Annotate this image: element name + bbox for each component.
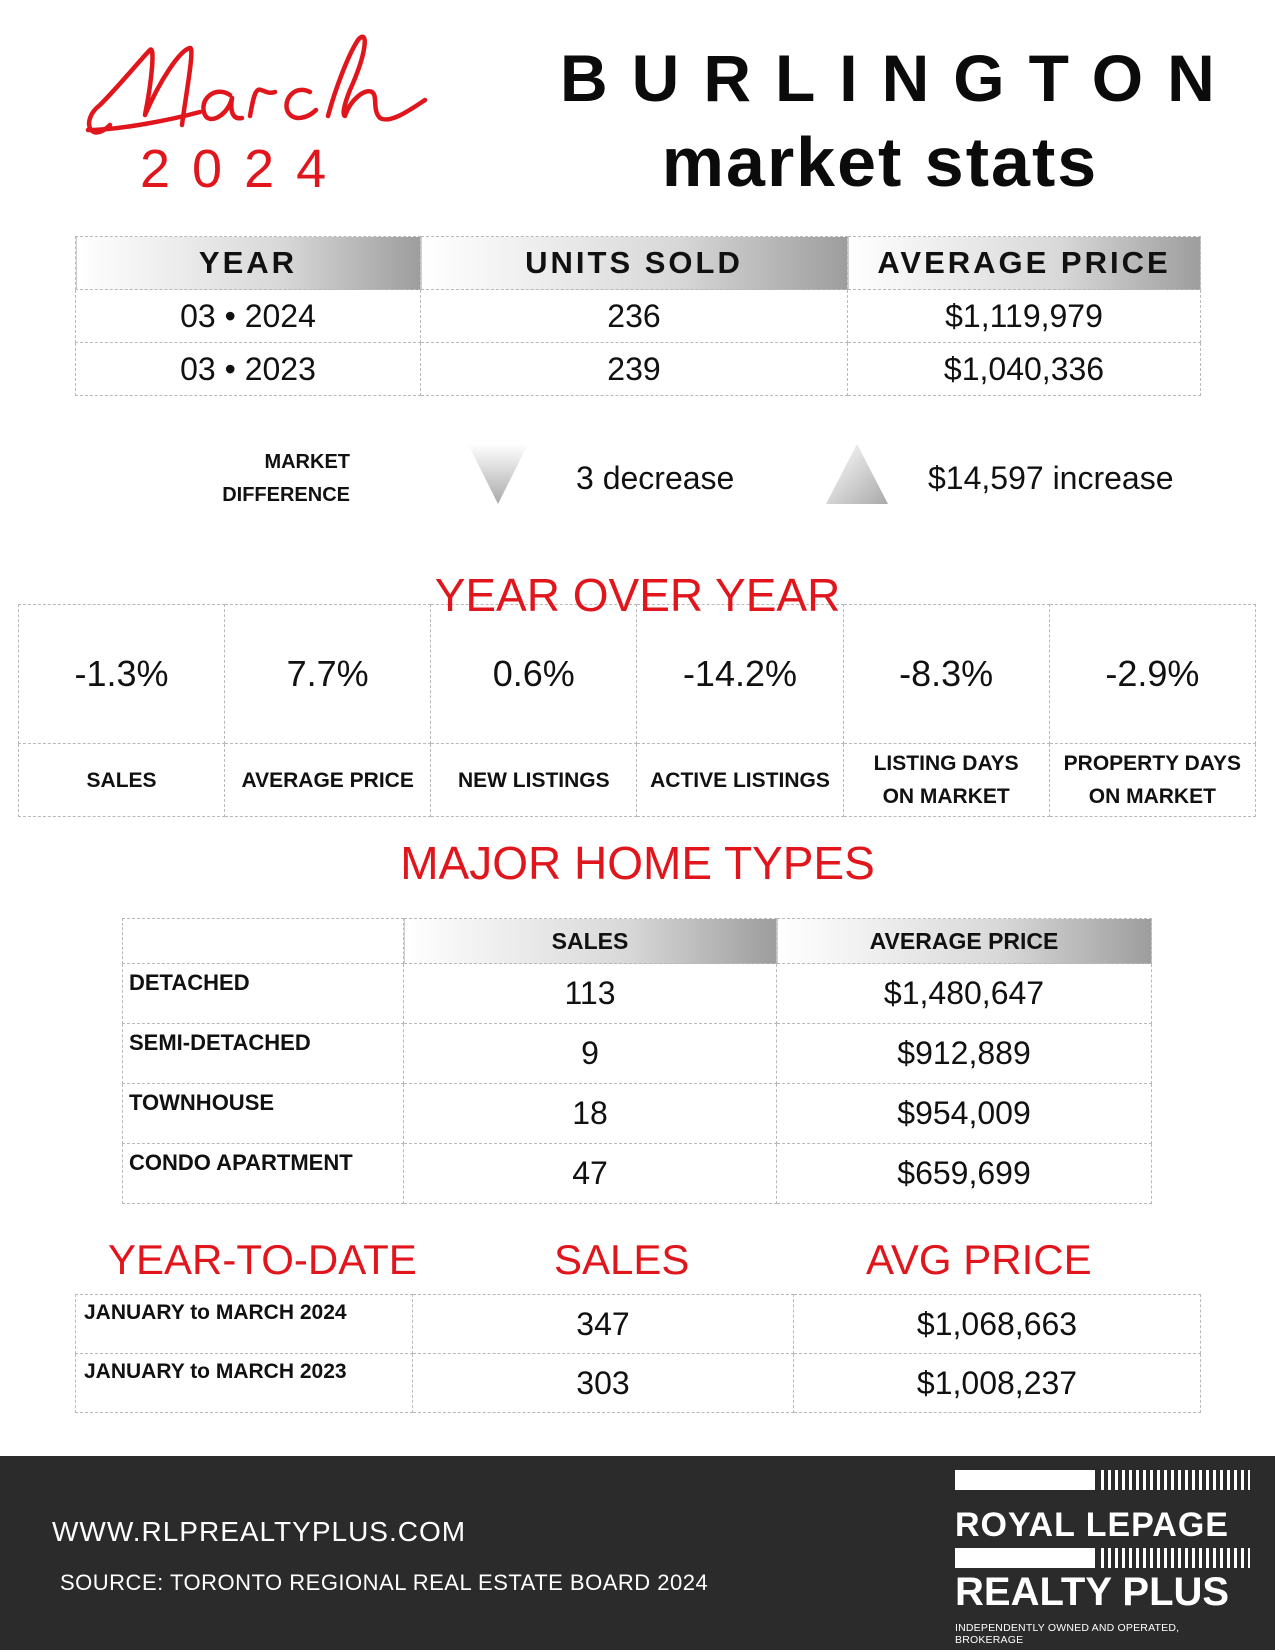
summary-cell: $1,040,336: [848, 343, 1201, 396]
brokerage-logo: [955, 1470, 1250, 1646]
table-row: [123, 964, 1152, 1024]
summary-cell: 236: [421, 290, 848, 343]
table-row: [123, 1144, 1152, 1204]
summary-cell: 03 • 2024: [76, 290, 421, 343]
logo-bar-striped: [1101, 1470, 1250, 1490]
home-type-label: TOWNHOUSE: [123, 1084, 404, 1144]
market-difference-line2: DIFFERENCE: [222, 484, 350, 506]
yoy-value-new-listings: 0.6%: [431, 605, 637, 744]
table-row: [76, 290, 1201, 343]
home-type-sales: 47: [404, 1144, 777, 1204]
logo-bar-solid: [955, 1548, 1095, 1568]
units-difference-text: 3 decrease: [576, 460, 735, 496]
summary-table: [75, 236, 1201, 396]
home-type-price: $954,009: [777, 1084, 1152, 1144]
march-script-title: [80, 20, 460, 150]
home-type-label: SEMI-DETACHED: [123, 1024, 404, 1084]
label-line: LISTING DAYS: [873, 752, 1019, 775]
source-note: SOURCE: TORONTO REGIONAL REAL ESTATE BOARD 2024: [60, 1570, 709, 1595]
label-line: ACTIVE LISTINGS: [650, 768, 830, 792]
year-script: 2024: [140, 139, 349, 199]
ytd-sales: 303: [413, 1354, 794, 1413]
logo-subtitle: INDEPENDENTLY OWNED AND OPERATED, BROKERAGE: [955, 1622, 1180, 1646]
ytd-price-title: AVG PRICE: [866, 1236, 1092, 1283]
home-types-header-price: AVERAGE PRICE: [777, 919, 1152, 964]
yoy-labels-row: [19, 744, 1256, 817]
home-type-label: DETACHED: [123, 964, 404, 1024]
logo-royal-lepage: ROYAL LEPAGE: [955, 1506, 1229, 1544]
year-over-year-title: YEAR OVER YEAR: [434, 569, 841, 621]
home-types-title: MAJOR HOME TYPES: [400, 837, 875, 889]
summary-header-price: AVERAGE PRICE: [848, 237, 1201, 290]
summary-header-row: [76, 237, 1201, 290]
home-type-sales: 9: [404, 1024, 777, 1084]
home-type-label: CONDO APARTMENT: [123, 1144, 404, 1204]
up-triangle-icon: [824, 442, 890, 506]
label-line: PROPERTY DAYS: [1063, 752, 1242, 775]
summary-cell: 03 • 2023: [76, 343, 421, 396]
yoy-label-new-listings: [431, 744, 637, 817]
year-to-date-table: [75, 1294, 1201, 1413]
ytd-sales: 347: [413, 1295, 794, 1354]
website-link[interactable]: WWW.RLPREALTYPLUS.COM: [52, 1516, 467, 1547]
down-triangle-icon: [466, 442, 530, 506]
yoy-values-row: [19, 605, 1256, 744]
label-line: AVERAGE PRICE: [241, 768, 414, 792]
yoy-label-active-listings: [637, 744, 843, 817]
label-line: NEW LISTINGS: [457, 768, 610, 792]
home-types-header-row: [123, 919, 1152, 964]
home-type-price: $912,889: [777, 1024, 1152, 1084]
market-difference-label: [200, 446, 350, 512]
label-line: ON MARKET: [1088, 785, 1216, 808]
home-type-price: $659,699: [777, 1144, 1152, 1204]
yoy-label-listing-days: [843, 744, 1049, 817]
summary-cell: 239: [421, 343, 848, 396]
year-to-date-title: YEAR-TO-DATE: [108, 1236, 417, 1283]
home-types-header-sales: SALES: [404, 919, 777, 964]
ytd-price: $1,068,663: [794, 1295, 1201, 1354]
summary-header-year: YEAR: [76, 237, 421, 290]
ytd-period-label: JANUARY to MARCH 2024: [76, 1295, 413, 1354]
table-row: [76, 1354, 1201, 1413]
summary-header-units: UNITS SOLD: [421, 237, 848, 290]
table-row: [123, 1084, 1152, 1144]
yoy-label-average-price: [225, 744, 431, 817]
yoy-label-property-days: [1049, 744, 1255, 817]
page-subtitle: market stats: [661, 123, 1099, 201]
logo-realty-plus: REALTY PLUS: [955, 1570, 1230, 1614]
home-type-sales: 18: [404, 1084, 777, 1144]
table-row: [123, 1024, 1152, 1084]
home-type-price: $1,480,647: [777, 964, 1152, 1024]
ytd-period-label: JANUARY to MARCH 2023: [76, 1354, 413, 1413]
logo-bar-striped: [1101, 1548, 1250, 1568]
logo-bar-solid: [955, 1470, 1095, 1490]
yoy-value-listing-days: -8.3%: [843, 605, 1049, 744]
yoy-value-property-days: -2.9%: [1049, 605, 1255, 744]
market-difference-line1: MARKET: [264, 451, 350, 473]
label-line: SALES: [86, 768, 157, 792]
price-difference-text: $14,597 increase: [928, 460, 1174, 496]
yoy-label-sales: [19, 744, 225, 817]
yoy-value-active-listings: -14.2%: [637, 605, 843, 744]
year-over-year-table: [18, 604, 1256, 817]
home-types-table: [122, 918, 1152, 1204]
table-row: [76, 1295, 1201, 1354]
label-line: ON MARKET: [882, 785, 1010, 808]
ytd-sales-title: SALES: [554, 1236, 690, 1283]
home-types-header-blank: [123, 919, 404, 964]
home-type-sales: 113: [404, 964, 777, 1024]
summary-cell: $1,119,979: [848, 290, 1201, 343]
table-row: [76, 343, 1201, 396]
ytd-price: $1,008,237: [794, 1354, 1201, 1413]
yoy-value-average-price: 7.7%: [225, 605, 431, 744]
city-title: BURLINGTON: [560, 41, 1239, 115]
yoy-value-sales: -1.3%: [19, 605, 225, 744]
